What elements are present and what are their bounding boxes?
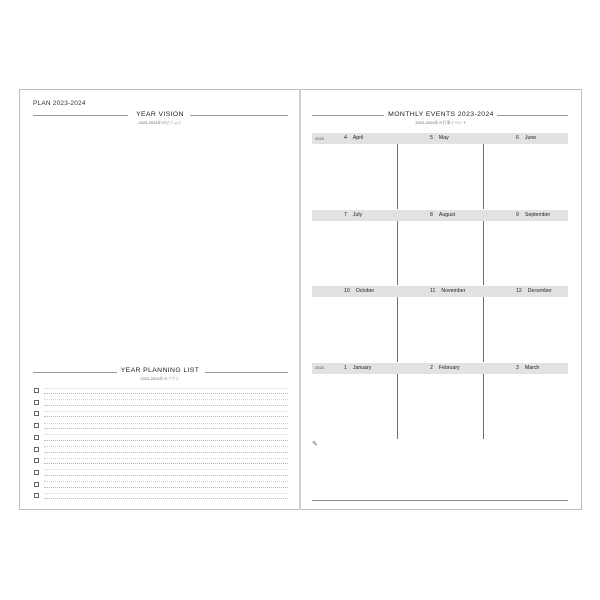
- dotted-line: [44, 475, 288, 476]
- dotted-line: [44, 463, 288, 464]
- month-name: September: [524, 211, 551, 218]
- dotted-line: [44, 469, 288, 470]
- month-header-band: [312, 286, 568, 297]
- planning-list-item: [34, 409, 288, 420]
- month-number: 6: [516, 135, 519, 141]
- dotted-line: [44, 399, 288, 400]
- dotted-line: [44, 487, 288, 488]
- month-label-november: [430, 288, 465, 294]
- month-label-july: [344, 212, 362, 218]
- year-vision-subtitle: 2023-2024年のビジョン: [138, 120, 182, 125]
- monthly-events-subtitle: 2023-2024年の行事イベント: [415, 120, 467, 125]
- planning-list-subtitle: 2023-2024年のプラン: [140, 376, 180, 381]
- checkbox-icon[interactable]: [34, 388, 39, 393]
- planning-list-item: [34, 480, 288, 491]
- checkbox-icon[interactable]: [34, 458, 39, 463]
- month-number: 7: [344, 211, 347, 218]
- dotted-line: [44, 498, 288, 499]
- pencil-icon: ✎: [312, 441, 318, 448]
- dotted-line: [44, 481, 288, 482]
- dotted-line: [44, 416, 288, 417]
- month-header-band: [312, 210, 568, 221]
- dotted-line: [44, 411, 288, 412]
- month-name: November: [441, 288, 466, 294]
- planning-list-item: [34, 445, 288, 456]
- year-label: 2023: [315, 135, 324, 141]
- month-name: March: [524, 364, 540, 371]
- checkbox-icon[interactable]: [34, 435, 39, 440]
- month-label-september: [516, 212, 550, 218]
- month-name: October: [355, 288, 375, 294]
- month-label-december: [516, 288, 552, 294]
- month-column-divider: [483, 374, 484, 440]
- monthly-events-title: MONTHLY EVENTS 2023-2024: [388, 111, 494, 118]
- month-column-divider: [397, 144, 398, 209]
- month-name: January: [352, 364, 372, 371]
- month-name: May: [438, 135, 449, 141]
- month-column-divider: [483, 144, 484, 209]
- year-label: 2024: [315, 365, 324, 370]
- month-number: 9: [516, 211, 519, 218]
- month-number: 10: [344, 288, 350, 294]
- month-column-divider: [397, 374, 398, 440]
- dotted-line: [44, 388, 288, 389]
- month-label-january: [344, 365, 371, 371]
- planning-list-item: [34, 456, 288, 467]
- month-header-band: [312, 133, 568, 144]
- month-name: June: [524, 135, 537, 141]
- month-number: 8: [430, 211, 433, 218]
- dotted-line: [44, 440, 288, 441]
- dotted-line: [44, 493, 288, 494]
- month-label-june: [516, 135, 536, 141]
- month-number: 2: [430, 364, 433, 371]
- month-label-august: [430, 212, 455, 218]
- month-column-divider: [397, 297, 398, 362]
- left-page: [19, 89, 301, 510]
- planning-list-item: [34, 386, 288, 397]
- dotted-line: [44, 405, 288, 406]
- month-header-band: [312, 363, 568, 374]
- month-label-april: [344, 135, 363, 141]
- month-label-march: [516, 365, 539, 371]
- month-column-divider: [397, 221, 398, 286]
- month-number: 4: [344, 135, 347, 141]
- checkbox-icon[interactable]: [34, 470, 39, 475]
- plan-title: PLAN 2023-2024: [33, 100, 86, 107]
- month-name: August: [438, 211, 456, 218]
- dotted-line: [44, 452, 288, 453]
- month-label-february: [430, 365, 460, 371]
- checkbox-icon[interactable]: [34, 493, 39, 498]
- month-name: February: [438, 364, 460, 371]
- dotted-line: [44, 423, 288, 424]
- dotted-line: [44, 446, 288, 447]
- monthly-grid: [312, 133, 568, 438]
- month-name: April: [352, 135, 364, 141]
- dotted-line: [44, 458, 288, 459]
- month-number: 11: [430, 288, 436, 294]
- month-number: 5: [430, 135, 433, 141]
- checkbox-icon[interactable]: [34, 411, 39, 416]
- year-vision-title: YEAR VISION: [136, 111, 184, 118]
- dotted-line: [44, 393, 288, 394]
- planning-list-title: YEAR PLANNING LIST: [120, 367, 200, 374]
- planning-list-item: [34, 468, 288, 479]
- month-label-may: [430, 135, 449, 141]
- month-number: 12: [516, 288, 522, 294]
- month-column-divider: [483, 297, 484, 362]
- right-page: [300, 89, 582, 510]
- memo-bottom-line: [312, 500, 568, 501]
- checkbox-icon[interactable]: [34, 482, 39, 487]
- planning-list-item: [34, 421, 288, 432]
- checkbox-icon[interactable]: [34, 400, 39, 405]
- dotted-line: [44, 434, 288, 435]
- dotted-line: [44, 428, 288, 429]
- checkbox-icon[interactable]: [34, 447, 39, 452]
- month-column-divider: [483, 221, 484, 286]
- checkbox-icon[interactable]: [34, 423, 39, 428]
- month-name: July: [352, 211, 363, 218]
- month-label-october: [344, 288, 374, 294]
- planning-list-item: [34, 398, 288, 409]
- month-name: December: [527, 288, 552, 294]
- month-number: 1: [344, 364, 347, 371]
- planning-list-item: [34, 491, 288, 502]
- planning-list-item: [34, 433, 288, 444]
- month-number: 3: [516, 364, 519, 371]
